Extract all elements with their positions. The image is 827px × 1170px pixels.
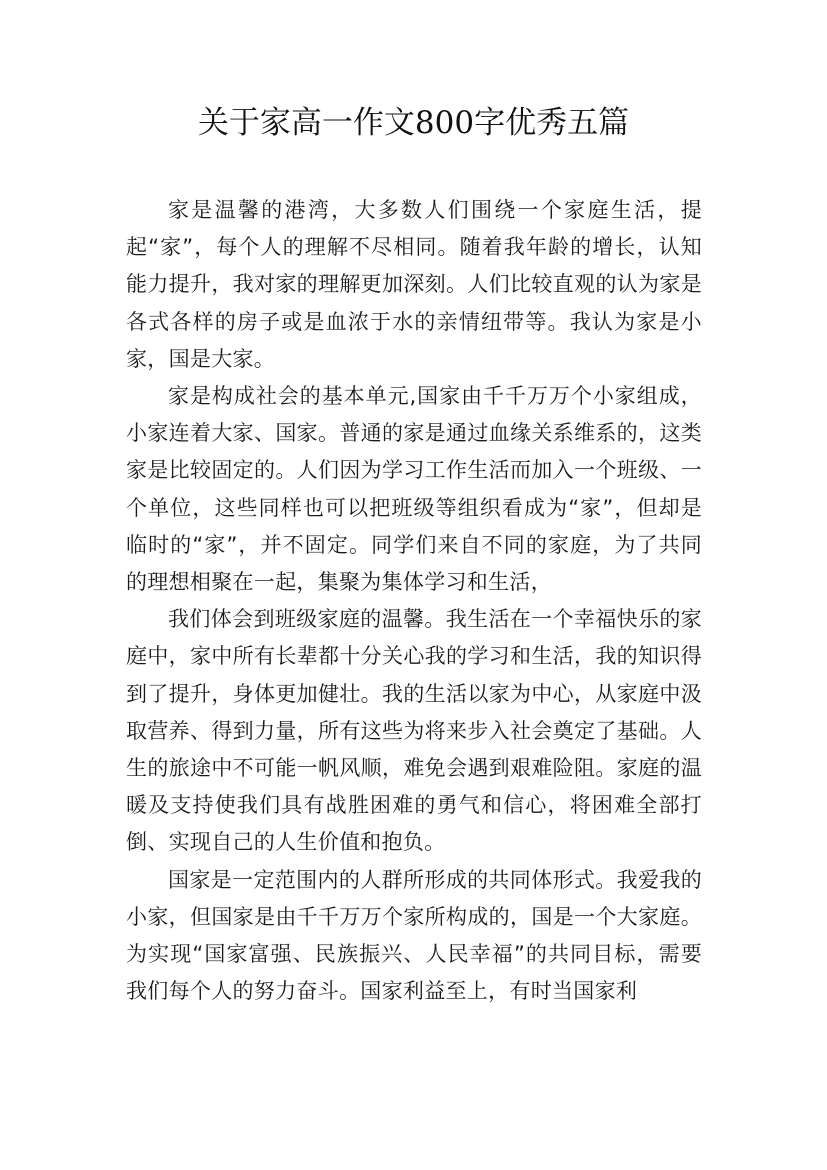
document-title: 关于家高一作文800字优秀五篇 [197,105,630,141]
paragraph: 家是构成社会的基本单元,国家由千千万万个小家组成，小家连着大家、国家。普通的家是通过血缘关系维系的，这类家是比较固定的。人们因为学习工作生活而加入一个班级、一个单位，这些同样也可以把班级等组织看成为“家”，但却是临时的“家”，并不固定。同学们来自不同的家庭，为了共同的理想相聚在一起，集聚为集体学习和生活， [126,384,702,595]
paragraph: 国家是一定范围内的人群所形成的共同体形式。我爱我的小家，但国家是由千千万万个家所构成的，国是一个大家庭。为实现“国家富强、民族振兴、人民幸福”的共同目标，需要我们每个人的努力奋斗。国家利益至上，有时当国家利 [126,867,702,1004]
paragraph: 家是温馨的港湾，大多数人们围绕一个家庭生活，提起“家”，每个人的理解不尽相同。随着我年龄的增长，认知能力提升，我对家的理解更加深刻。人们比较直观的认为家是各式各样的房子或是血浓于水的亲情纽带等。我认为家是小家，国是大家。 [126,198,702,371]
paragraph: 我们体会到班级家庭的温馨。我生活在一个幸福快乐的家庭中，家中所有长辈都十分关心我的学习和生活，我的知识得到了提升，身体更加健壮。我的生活以家为中心，从家庭中汲取营养、得到力量，所有这些为将来步入社会奠定了基础。人生的旅途中不可能一帆风顺，难免会遇到艰难险阻。家庭的温暖及支持使我们具有战胜困难的勇气和信心，将困难全部打倒、实现自己的人生价值和抱负。 [126,607,702,855]
document-body [126,192,702,1010]
